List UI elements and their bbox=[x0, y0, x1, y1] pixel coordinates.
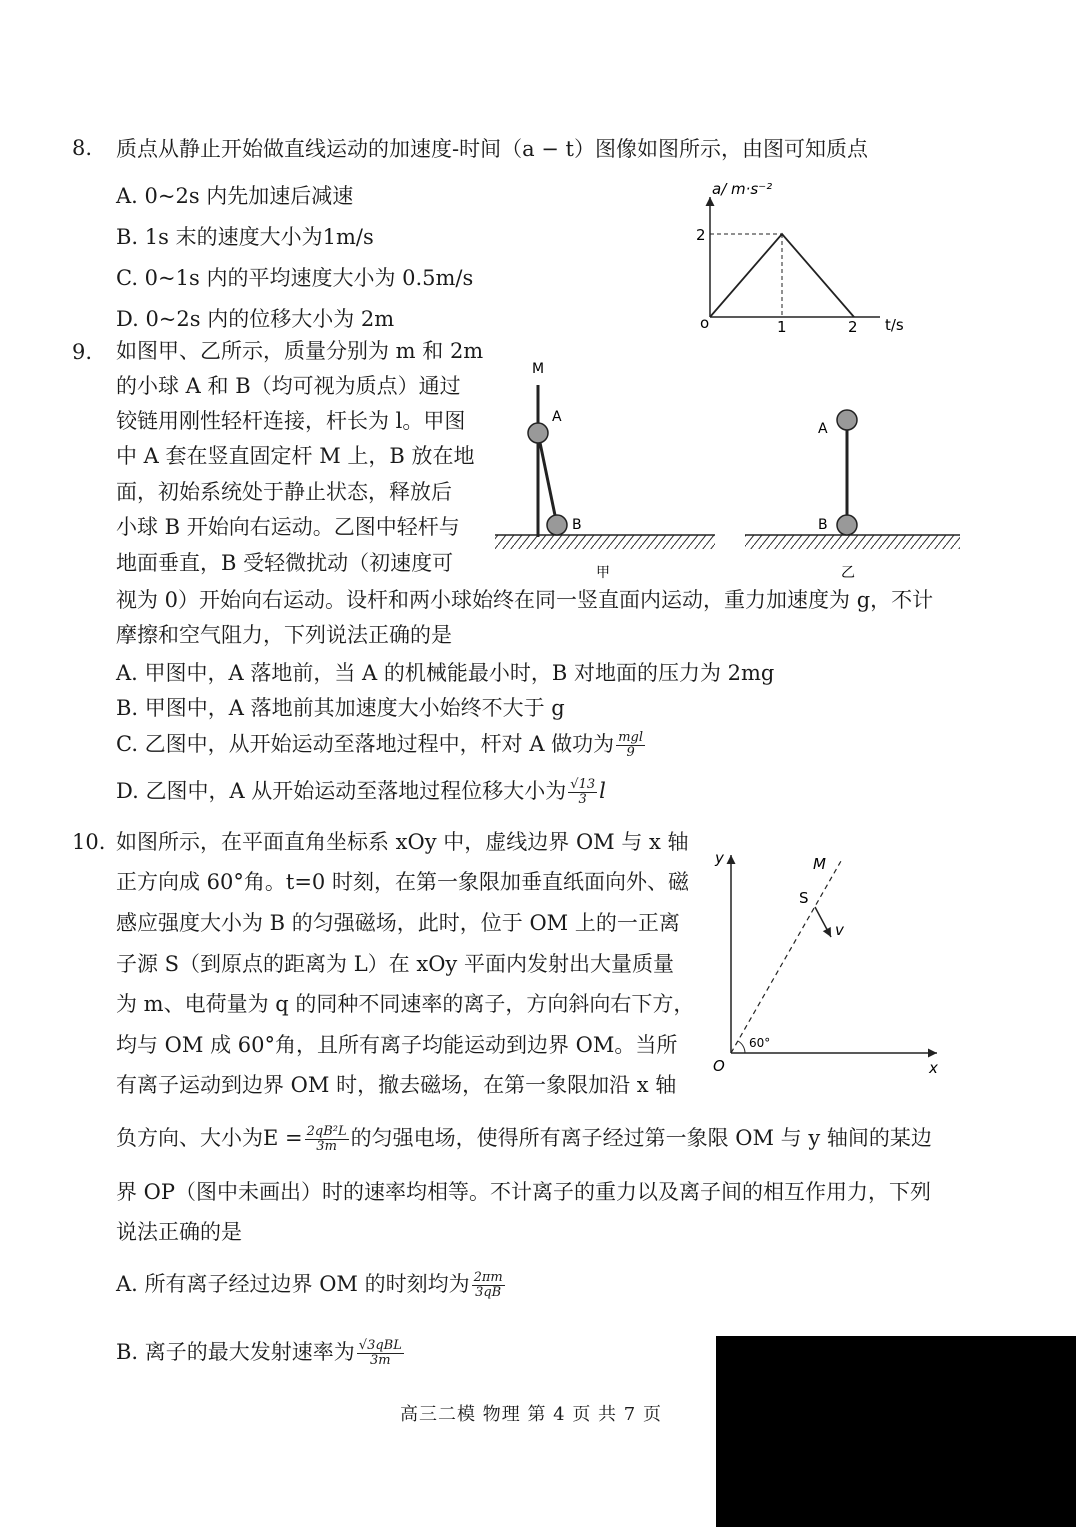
caption-yi: 乙 bbox=[841, 565, 855, 581]
q10-line-9: 界 OP（图中未画出）时的速率均相等。不计离子的重力以及离子间的相互作用力，下列 bbox=[116, 1180, 932, 1204]
q8-number: 8. bbox=[72, 136, 93, 160]
q9-option-d-text: D. 乙图中，A 从开始运动至落地过程位移大小为 bbox=[116, 779, 567, 803]
q9-line-3: 铰链用刚性轻杆连接，杆长为 l。甲图 bbox=[116, 409, 466, 433]
q10-label-x: x bbox=[929, 1059, 938, 1077]
q9-option-c-fraction bbox=[616, 731, 645, 760]
q10-option-a bbox=[116, 1268, 507, 1300]
q9-number: 9. bbox=[72, 340, 93, 364]
q10-line-1: 如图所示，在平面直角坐标系 xOy 中，虚线边界 OM 与 x 轴 bbox=[116, 830, 689, 854]
q10-b-den: 3m bbox=[370, 1353, 391, 1368]
q9-line-8: 视为 0）开始向右运动。设杆和两小球始终在同一竖直面内运动，重力加速度为 g，不计 bbox=[116, 588, 934, 612]
ball-a-yi bbox=[837, 410, 857, 430]
q10-line-8-pre: 负方向、大小为E = bbox=[116, 1126, 303, 1150]
q9-d-num: √13 bbox=[570, 777, 596, 792]
q9-option-c bbox=[116, 728, 647, 760]
q8-option-c: C. 0~1s 内的平均速度大小为 0.5m/s bbox=[116, 266, 474, 290]
angle-arc bbox=[738, 1041, 745, 1053]
q10-number: 10. bbox=[72, 830, 106, 854]
q10-label-o: O bbox=[713, 1057, 725, 1075]
q8-option-d: D. 0~2s 内的位移大小为 2m bbox=[116, 307, 395, 331]
q8-ylabel: a/ m·s⁻² bbox=[712, 180, 773, 198]
q10-line-3: 感应强度大小为 B 的匀强磁场，此时，位于 OM 上的一正离 bbox=[116, 911, 680, 935]
label-b-jia: B bbox=[572, 517, 582, 533]
light-rod-jia bbox=[538, 433, 557, 525]
q8-stem: 质点从静止开始做直线运动的加速度-时间（a − t）图像如图所示，由图可知质点 bbox=[116, 137, 868, 161]
ball-a-jia bbox=[528, 423, 548, 443]
label-a-yi: A bbox=[818, 421, 828, 437]
q10-label-v: v bbox=[835, 921, 844, 939]
q9-c-num: mgl bbox=[618, 730, 643, 745]
q9-line-6: 小球 B 开始向右运动。乙图中轻杆与 bbox=[116, 515, 460, 539]
label-a-jia: A bbox=[552, 409, 562, 425]
q10-a-num: 2πm bbox=[473, 1270, 503, 1285]
q10-line-6: 均与 OM 成 60°角，且所有离子均能运动到边界 OM。当所 bbox=[116, 1033, 678, 1057]
label-m: M bbox=[532, 361, 545, 377]
q9-c-den: 9 bbox=[626, 745, 635, 760]
q10-option-a-text: A. 所有离子经过边界 OM 的时刻均为 bbox=[116, 1272, 470, 1296]
q9-option-c-text: C. 乙图中，从开始运动至落地过程中，杆对 A 做功为 bbox=[116, 732, 615, 756]
velocity-arrow bbox=[815, 907, 831, 937]
q10-figure bbox=[705, 845, 955, 1080]
q8-option-b: B. 1s 末的速度大小为1m/s bbox=[116, 225, 374, 249]
label-b-yi: B bbox=[818, 517, 828, 533]
q9-option-d bbox=[116, 775, 606, 807]
q9-option-a: A. 甲图中，A 落地前，当 A 的机械能最小时，B 对地面的压力为 2mg bbox=[116, 661, 775, 685]
q10-line-8 bbox=[116, 1123, 932, 1154]
q9-line-2: 的小球 A 和 B（均可视为质点）通过 bbox=[116, 374, 461, 398]
q8-origin: o bbox=[700, 314, 710, 332]
caption-jia: 甲 bbox=[596, 565, 610, 581]
q10-e-num: 2qB²L bbox=[306, 1124, 347, 1139]
q10-label-y: y bbox=[715, 849, 724, 867]
q9-line-4: 中 A 套在竖直固定杆 M 上，B 放在地 bbox=[116, 444, 475, 468]
q10-line-10: 说法正确的是 bbox=[116, 1220, 242, 1244]
q9-d-den: 3 bbox=[578, 792, 587, 807]
q10-a-den: 3qB bbox=[475, 1285, 502, 1300]
q10-b-num: √3qBL bbox=[358, 1338, 402, 1353]
q9-line-1: 如图甲、乙所示，质量分别为 m 和 2m bbox=[116, 339, 484, 363]
q9-line-5: 面，初始系统处于静止状态，释放后 bbox=[116, 480, 452, 504]
q10-line-8-post: 的匀强电场，使得所有离子经过第一象限 OM 与 y 轴间的某边 bbox=[350, 1126, 932, 1150]
q9-option-d-fraction bbox=[568, 778, 597, 807]
ball-b-yi bbox=[837, 515, 857, 535]
q10-e-fraction bbox=[305, 1125, 349, 1154]
q10-label-m: M bbox=[813, 855, 826, 873]
page-footer: 高三二模 物理 第 4 页 共 7 页 bbox=[400, 1404, 662, 1425]
q9-figures bbox=[490, 355, 970, 585]
q9-option-b: B. 甲图中，A 落地前其加速度大小始终不大于 g bbox=[116, 696, 565, 720]
q8-xlabel: t/s bbox=[885, 316, 904, 334]
q10-label-s: S bbox=[799, 889, 809, 907]
q8-ytick-2: 2 bbox=[696, 226, 706, 244]
q8-at-graph bbox=[690, 172, 920, 342]
ground-yi-hatch bbox=[745, 535, 960, 549]
q9-line-7: 地面垂直，B 受轻微扰动（初速度可 bbox=[116, 551, 454, 575]
q10-line-7: 有离子运动到边界 OM 时，撤去磁场，在第一象限加沿 x 轴 bbox=[116, 1073, 677, 1097]
q10-option-b-text: B. 离子的最大发射速率为 bbox=[116, 1340, 355, 1364]
q8-xtick-2: 2 bbox=[848, 318, 858, 336]
q10-option-b bbox=[116, 1336, 406, 1368]
q10-angle-label: 60° bbox=[749, 1036, 771, 1050]
q10-e-den: 3m bbox=[316, 1139, 337, 1154]
ground-jia-hatch bbox=[495, 535, 715, 549]
q10-line-4: 子源 S（到原点的距离为 L）在 xOy 平面内发射出大量质量 bbox=[116, 952, 674, 976]
ball-b-jia bbox=[547, 515, 567, 535]
om-boundary bbox=[731, 861, 841, 1053]
q10-line-2: 正方向成 60°角。t=0 时刻，在第一象限加垂直纸面向外、磁 bbox=[116, 870, 689, 894]
q8-xtick-1: 1 bbox=[777, 318, 787, 336]
redaction-block bbox=[716, 1336, 1076, 1527]
q10-option-a-fraction bbox=[472, 1271, 505, 1300]
q10-option-b-fraction bbox=[357, 1339, 404, 1368]
q8-option-a: A. 0~2s 内先加速后减速 bbox=[116, 184, 354, 208]
q9-line-9: 摩擦和空气阻力，下列说法正确的是 bbox=[116, 623, 452, 647]
q9-d-tail: l bbox=[599, 779, 606, 803]
q10-line-5: 为 m、电荷量为 q 的同种不同速率的离子，方向斜向右下方， bbox=[116, 992, 695, 1016]
